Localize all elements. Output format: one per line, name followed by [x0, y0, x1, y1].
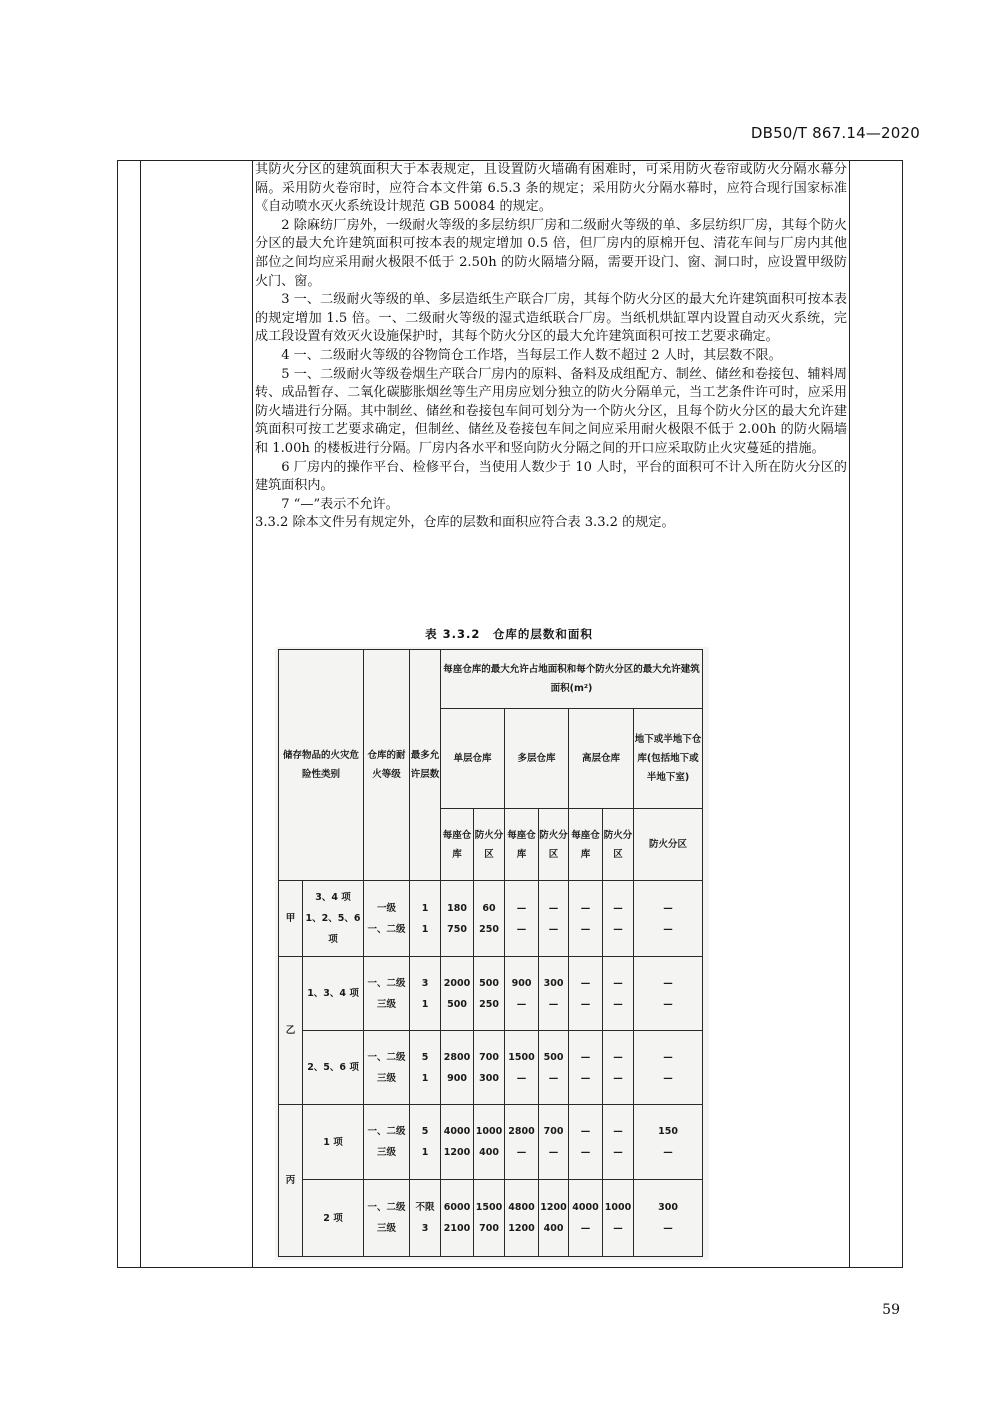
value-cell: — [663, 1051, 673, 1063]
value-cell: — [663, 1147, 673, 1158]
value-cell: 60 [482, 902, 496, 914]
value-cell: — [580, 1223, 591, 1234]
value-cell: 900 [447, 1072, 467, 1084]
value-cell: 500 [479, 977, 499, 989]
content-frame [117, 160, 903, 1268]
value-cell: — [516, 998, 527, 1010]
item-cell: 2、5、6 项 [303, 1031, 364, 1105]
table-image [275, 647, 709, 1260]
header-high-building: 每座仓库 [569, 809, 603, 881]
value-cell: — [580, 1072, 591, 1084]
value-cell: 300 [658, 1202, 678, 1213]
header-category: 储存物品的火灾危险性类别 [279, 650, 364, 881]
header-single-zone: 防火分区 [474, 809, 505, 881]
item-cell: 1、2、5、6 项 [305, 913, 361, 945]
value-cell: — [613, 998, 623, 1010]
floors-cell: 1 [421, 902, 429, 914]
value-cell: 1200 [540, 1202, 567, 1213]
header-underground-zone: 防火分区 [634, 809, 703, 881]
value-cell: — [580, 977, 591, 989]
value-cell: 250 [479, 923, 499, 935]
value-cell: 4800 [508, 1202, 535, 1213]
value-cell: — [613, 902, 623, 914]
class-yi: 乙 [279, 957, 303, 1105]
value-cell: — [613, 977, 623, 989]
value-cell: — [663, 1223, 673, 1234]
value-cell: — [663, 923, 673, 935]
item-cell: 1、3、4 项 [303, 957, 364, 1031]
value-cell: 1000 [604, 1202, 632, 1213]
value-cell: — [548, 1072, 559, 1084]
floors-cell: 5 [421, 1126, 429, 1137]
item-cell: 3、4 项 [315, 892, 351, 903]
table-caption: 表 3.3.2 仓库的层数和面积 [425, 627, 593, 641]
rating-cell: 一、二级 [367, 923, 406, 935]
paragraph-clause-3-3-2: 3.3.2 除本文件另有规定外，仓库的层数和面积应符合表 3.3.2 的规定。 [255, 515, 675, 531]
value-cell: — [548, 1147, 559, 1158]
value-cell: — [580, 923, 591, 935]
value-cell: 1200 [508, 1223, 535, 1234]
value-cell: 6000 [443, 1202, 471, 1213]
paragraph-note-2: 2 除麻纺厂房外，一级耐火等级的多层纺织厂房和二级耐火等级的单、多层纺织厂房，其每个防火分区的最大允许建筑面积可按本表的规定增加 0.5 倍，但厂房内的原棉开包、清花车间与厂房内其他部位之间均应采用耐火极限不低于 2.50h 的防火隔墙分隔，需要开设门、窗、洞口时，应设置甲级防火门、窗。 [255, 217, 847, 289]
value-cell: — [663, 977, 673, 989]
floors-cell: 1 [421, 1147, 429, 1158]
header-underground: 地下或半地下仓库(包括地下或半地下室) [634, 709, 703, 809]
floors-cell: 3 [421, 977, 429, 989]
value-cell: — [613, 1072, 623, 1084]
value-cell: — [613, 1126, 623, 1137]
value-cell: — [580, 1147, 591, 1158]
value-cell: 1500 [508, 1051, 535, 1063]
value-cell: — [613, 1147, 623, 1158]
frame-divider-1 [140, 161, 141, 1267]
floors-cell: 不限 [415, 1202, 435, 1213]
paragraph-1: 其防火分区的建筑面积大于本表规定，且设置防火墙确有困难时，可采用防火卷帘或防火分隔水幕分隔。采用防火卷帘时，应符合本文件第 6.5.3 条的规定；采用防火分隔水幕时，应符合现行国家标准《自动喷水灭火系统设计规范 GB 50084 的规定。 [255, 162, 847, 215]
floors-cell: 1 [421, 1072, 429, 1084]
value-cell: 700 [479, 1051, 499, 1063]
floors-cell: 1 [421, 998, 429, 1010]
value-cell: — [516, 923, 527, 935]
value-cell: — [613, 1223, 623, 1234]
value-cell: 700 [543, 1126, 564, 1137]
item-cell: 2 项 [303, 1180, 364, 1257]
value-cell: 400 [543, 1223, 564, 1234]
value-cell: 1500 [475, 1202, 503, 1213]
value-cell: 2800 [443, 1051, 471, 1063]
value-cell: — [548, 923, 559, 935]
paragraph-note-4: 4 一、二级耐火等级的谷物筒仓工作塔，当每层工作人数不超过 2 人时，其层数不限。 [281, 347, 782, 363]
paragraph-note-6: 6 厂房内的操作平台、检修平台，当使用人数少于 10 人时，平台的面积可不计入所在防火分区的建筑面积内。 [255, 459, 847, 494]
paragraph-note-7: 7 “—”表示不允许。 [281, 496, 399, 512]
value-cell: — [663, 1072, 673, 1084]
header-fire-rating: 仓库的耐火等级 [364, 650, 410, 881]
header-multi-zone: 防火分区 [539, 809, 569, 881]
paragraph-note-5: 5 一、二级耐火等级卷烟生产联合厂房内的原料、备料及成组配方、制丝、储丝和卷接包、辅料周转、成品暂存、二氧化碳膨胀烟丝等生产用房应划分独立的防火分隔单元，当工艺条件许可时，应采用防火墙进行分隔。其中制丝、储丝和卷接包车间可划分为一个防火分区，且每个防火分区的最大允许建筑面积可按工艺要求确定，但制丝、储丝及卷接包车间之间应采用耐火极限不低于 2.00h 的防火隔墙和 1.00h 的楼板进行分隔。厂房内各水平和竖向防火分隔之间的开口应采取防止火灾蔓延的措施。 [255, 366, 847, 456]
value-cell: 2000 [443, 977, 471, 989]
rating-cell: 一、二级 [367, 977, 406, 989]
rating-cell: 三级 [377, 1223, 397, 1234]
header-high: 高层仓库 [569, 709, 634, 809]
item-cell: 1 项 [303, 1105, 364, 1180]
document-code: DB50/T 867.14—2020 [750, 124, 920, 142]
value-cell: — [613, 1051, 623, 1063]
value-cell: 4000 [572, 1202, 599, 1213]
value-cell: — [580, 1126, 591, 1137]
rating-cell: 一、二级 [367, 1202, 406, 1213]
paragraph-note-3: 3 一、二级耐火等级的单、多层造纸生产联合厂房，其每个防火分区的最大允许建筑面积可按本表的规定增加 1.5 倍。一、二级耐火等级的湿式造纸联合厂房。当纸机烘缸罩内设置自动灭火系统，完成工段设置有效灭火设施保护时，其每个防火分区的最大允许建筑面积可按工艺要求确定。 [255, 292, 847, 345]
header-multi-building: 每座仓库 [505, 809, 539, 881]
value-cell: 300 [543, 977, 564, 989]
value-cell: — [663, 902, 673, 914]
header-max-floors: 最多允许层数 [410, 650, 441, 881]
value-cell: 1000 [475, 1126, 503, 1137]
value-cell: — [580, 902, 591, 914]
floors-cell: 3 [421, 1223, 429, 1234]
value-cell: 900 [511, 977, 532, 989]
value-cell: — [613, 923, 623, 935]
rating-cell: 一级 [377, 902, 397, 914]
page-number: 59 [882, 1302, 900, 1318]
value-cell: 300 [479, 1072, 499, 1084]
header-single: 单层仓库 [441, 709, 505, 809]
rating-cell: 三级 [377, 998, 397, 1010]
warehouse-table [278, 649, 703, 1257]
floors-cell: 5 [421, 1051, 429, 1063]
value-cell: 2800 [508, 1126, 535, 1137]
rating-cell: 三级 [377, 1147, 397, 1158]
rating-cell: 一、二级 [367, 1051, 406, 1063]
header-area-group: 每座仓库的最大允许占地面积和每个防火分区的最大允许建筑面积(m²) [441, 650, 703, 709]
value-cell: 750 [447, 923, 467, 935]
header-single-building: 每座仓库 [441, 809, 474, 881]
header-high-zone: 防火分区 [603, 809, 634, 881]
value-cell: 2100 [443, 1223, 471, 1234]
rating-cell: 三级 [377, 1072, 397, 1084]
value-cell: — [663, 998, 673, 1010]
value-cell: 250 [479, 998, 499, 1010]
value-cell: 500 [543, 1051, 564, 1063]
value-cell: — [548, 902, 559, 914]
frame-divider-2 [252, 161, 253, 1267]
value-cell: 400 [479, 1147, 499, 1158]
frame-divider-3 [849, 161, 850, 1267]
class-bing: 丙 [279, 1105, 303, 1257]
rating-cell: 一、二级 [367, 1126, 406, 1137]
value-cell: 500 [447, 998, 467, 1010]
value-cell: 180 [447, 902, 467, 914]
value-cell: — [548, 998, 559, 1010]
value-cell: — [516, 902, 527, 914]
header-multi: 多层仓库 [505, 709, 569, 809]
value-cell: 700 [479, 1223, 499, 1234]
content-column [255, 161, 847, 533]
value-cell: — [516, 1147, 527, 1158]
value-cell: 4000 [443, 1126, 471, 1137]
value-cell: 1200 [443, 1147, 471, 1158]
value-cell: 150 [658, 1126, 678, 1137]
value-cell: — [516, 1072, 527, 1084]
value-cell: — [580, 998, 591, 1010]
class-jia: 甲 [279, 881, 303, 957]
floors-cell: 1 [421, 923, 429, 935]
value-cell: — [580, 1051, 591, 1063]
